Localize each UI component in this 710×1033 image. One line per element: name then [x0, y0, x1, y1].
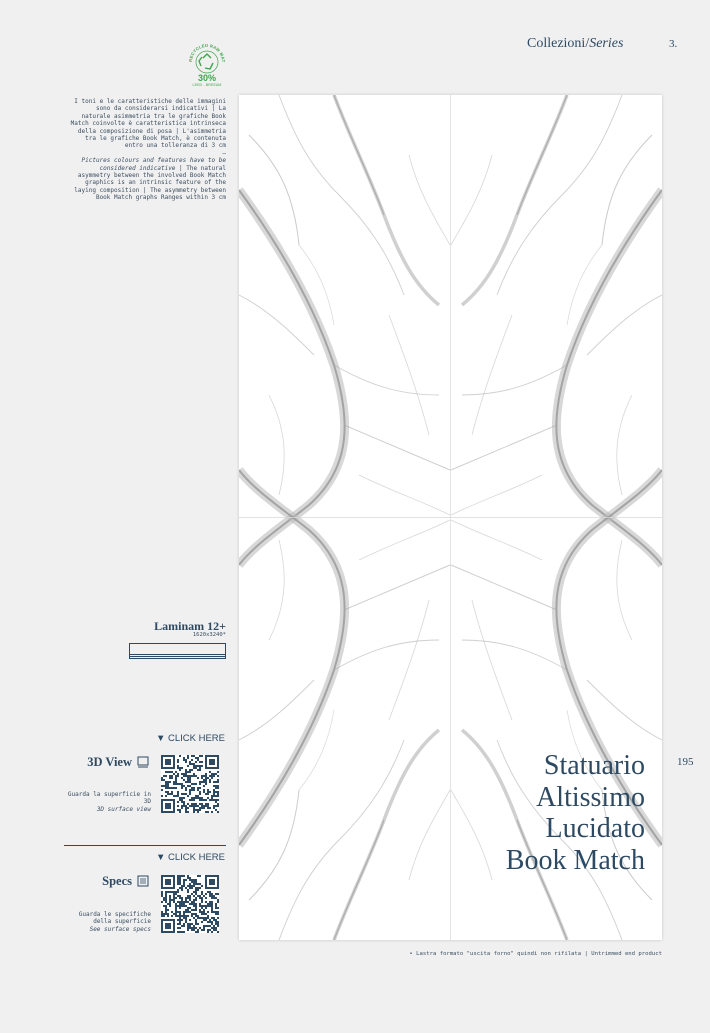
svg-text:RECYCLED RAW MATERIAL: RECYCLED RAW MAT [187, 44, 227, 63]
product-title [470, 750, 645, 876]
thickness-diagram [129, 643, 226, 659]
header-title [527, 36, 623, 52]
badge-percent: 30% [197, 73, 216, 83]
page-number: 195 [677, 756, 694, 768]
specs-description [64, 911, 151, 933]
disclaimer-text [64, 98, 226, 202]
product-title-line-2: Altissimo [536, 781, 645, 813]
qr-code-3d-view[interactable] [161, 755, 219, 813]
laminam-name: Laminam 12+ [154, 619, 226, 633]
recycle-icon [186, 44, 228, 74]
header-title-series: Series [589, 36, 624, 51]
disclaimer-english-rest: | The natural asymmetry between the involved Book Match graphics is an intrinsic feature of the laying composition | The asymmetry between Book Match graphs Ranges within 3 cm [74, 164, 226, 202]
product-title-line-4: Book Match [505, 844, 645, 876]
disclaimer-english [64, 157, 226, 201]
section-number: 3. [669, 38, 678, 50]
specs-desc-en: See surface specs [89, 925, 151, 933]
book-open-icon [137, 755, 149, 767]
view3d-label[interactable]: 3D View [87, 755, 132, 769]
header-title-main: Collezioni/ [527, 36, 590, 51]
qr-code-specs[interactable] [161, 875, 219, 933]
disclaimer-separator: – [222, 149, 226, 157]
view3d-desc-it: Guarda la superficie in 3D [67, 791, 151, 806]
disclaimer-italian: I toni e le caratteristiche delle immagini sono da considerarsi indicativi | La naturale asimmetria tra le grafiche Book Match coinvolte è caratteristica intrinseca della composizione di posa | L'asimmetria tra le grafiche Book Match, è contenuta entro una tolleranza di 3 cm [70, 98, 226, 150]
click-here-3d-link[interactable]: ▼ CLICK HERE [155, 733, 225, 744]
view3d-description [64, 791, 151, 813]
recycled-badge [186, 44, 228, 90]
divider [64, 845, 226, 846]
specs-desc-it: Guarda le specifiche della superficie [78, 911, 151, 926]
specs-label[interactable]: Specs [102, 874, 132, 888]
footnote: • Lastra formato "uscita forno" quindi non rifilata | Untrimmed end product [409, 951, 662, 957]
view3d-desc-en: 3D surface view [96, 805, 151, 813]
product-title-line-1: Statuario [543, 750, 645, 781]
disclaimer-english-italic: Pictures colours and features have to be considered indicative [81, 157, 226, 172]
product-title-line-3: Lucidato [545, 813, 645, 844]
badge-subtitle: LEED - BREEAM [192, 83, 222, 87]
laminam-size: 1620x3240* [192, 632, 226, 638]
click-here-specs-link[interactable]: ▼ CLICK HERE [155, 852, 225, 863]
list-icon [137, 874, 149, 886]
